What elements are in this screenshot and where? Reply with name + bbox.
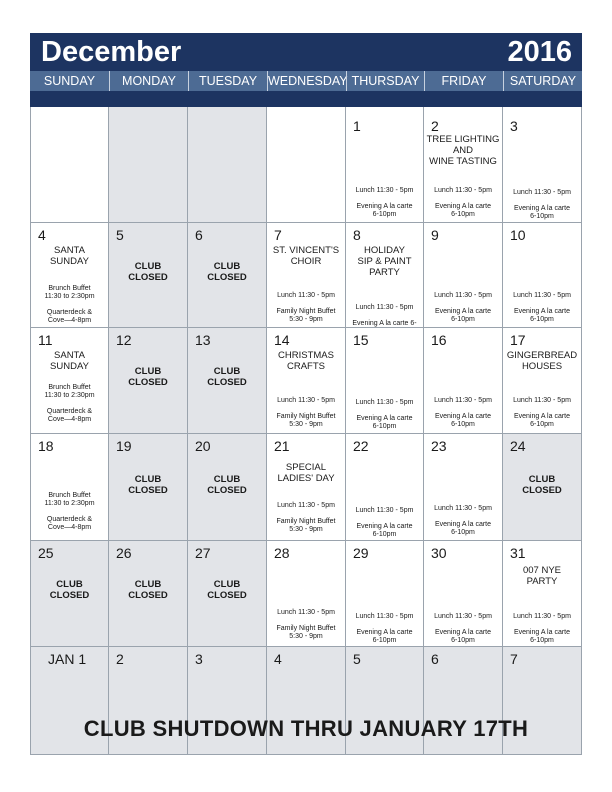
day-cell xyxy=(346,541,424,647)
dining-hours: Lunch 11:30 - 5pm Family Night Buffet 5:30 - 9pm xyxy=(276,292,336,323)
club-closed-label: CLUB CLOSED xyxy=(522,474,562,496)
day-cell xyxy=(503,223,582,328)
day-number: 30 xyxy=(431,545,447,561)
club-closed-label: CLUB CLOSED xyxy=(128,261,168,283)
day-number: 4 xyxy=(38,227,46,243)
day-cell xyxy=(503,107,582,223)
day-cell xyxy=(109,107,188,223)
weekday-monday: MONDAY xyxy=(109,71,188,91)
dining-hours: Lunch 11:30 - 5pm Evening A la carte 6-10pm xyxy=(434,505,492,536)
shutdown-banner: CLUB SHUTDOWN THRU JANUARY 17TH xyxy=(83,716,529,741)
day-cell xyxy=(503,434,582,541)
day-number: 31 xyxy=(510,545,526,561)
day-cell xyxy=(346,223,424,328)
day-cell xyxy=(109,434,188,541)
day-number: 24 xyxy=(510,438,526,454)
year-title: 2016 xyxy=(507,36,572,68)
day-cell xyxy=(30,541,109,647)
weekday-tuesday: TUESDAY xyxy=(188,71,267,91)
calendar-header xyxy=(30,33,582,71)
dining-hours: Lunch 11:30 - 5pm Evening A la carte 6-10pm xyxy=(434,397,492,428)
day-number: 10 xyxy=(510,227,526,243)
dining-hours: Lunch 11:30 - 5pm Evening A la carte 6-10pm xyxy=(513,189,571,220)
dining-hours: Lunch 11:30 - 5pm Evening A la carte 6-10pm xyxy=(434,292,492,323)
day-number: 6 xyxy=(195,227,203,243)
day-number: 11 xyxy=(38,332,53,348)
day-cell xyxy=(267,107,346,223)
day-cell xyxy=(109,328,188,434)
day-number: 29 xyxy=(353,545,369,561)
day-number: 13 xyxy=(195,332,211,348)
day-cell xyxy=(424,434,503,541)
day-number: 2 xyxy=(116,651,124,667)
dining-hours: Lunch 11:30 - 5pm Evening A la carte 6-10pm xyxy=(355,187,414,218)
dining-hours: Lunch 11:30 - 5pm Evening A la carte 6-10pm xyxy=(434,187,492,218)
day-number: 3 xyxy=(195,651,203,667)
day-number: 14 xyxy=(274,332,290,348)
day-number: 26 xyxy=(116,545,132,561)
dining-hours: Lunch 11:30 - 5pm Family Night Buffet 5:30 - 9pm xyxy=(276,609,336,640)
day-grid xyxy=(30,107,582,755)
weekday-wednesday: WEDNESDAY xyxy=(267,71,346,91)
club-closed-label: CLUB CLOSED xyxy=(207,579,247,601)
weekday-friday: FRIDAY xyxy=(424,71,503,91)
event-title: ST. VINCENT'S CHOIR xyxy=(272,245,340,267)
day-cell xyxy=(188,434,267,541)
day-cell xyxy=(30,107,109,223)
event-title: SANTA SUNDAY xyxy=(50,350,89,372)
day-number: 28 xyxy=(274,545,290,561)
dining-hours: Brunch Buffet 11:30 to 2:30pm Quarterdeck & Cove—4-8pm xyxy=(44,285,95,324)
dining-hours: Lunch 11:30 - 5pm Evening A la carte 6-10pm xyxy=(434,613,492,644)
dining-hours: Lunch 11:30 - 5pm Evening A la carte 6-10pm xyxy=(355,613,414,644)
day-cell xyxy=(30,328,109,434)
event-title: GINGERBREAD HOUSES xyxy=(506,350,578,372)
day-number: 23 xyxy=(431,438,447,454)
day-number: 3 xyxy=(510,118,518,134)
day-cell xyxy=(267,223,346,328)
day-cell xyxy=(109,223,188,328)
day-cell xyxy=(30,223,109,328)
day-cell xyxy=(424,328,503,434)
club-closed-label: CLUB CLOSED xyxy=(207,474,247,496)
club-closed-label: CLUB CLOSED xyxy=(128,474,168,496)
day-cell xyxy=(346,434,424,541)
day-cell xyxy=(188,223,267,328)
dining-hours: Lunch 11:30 - 5pm Evening A la carte 6- xyxy=(352,304,417,327)
dining-hours: Brunch Buffet 11:30 to 2:30pm Quarterdeck & Cove—4-8pm xyxy=(44,492,95,531)
day-cell xyxy=(346,107,424,223)
weekday-sunday: SUNDAY xyxy=(43,74,96,88)
day-number: 6 xyxy=(431,651,439,667)
weekday-saturday: SATURDAY xyxy=(503,71,582,91)
day-cell xyxy=(424,223,503,328)
day-number: 15 xyxy=(353,332,369,348)
day-number: JAN 1 xyxy=(48,651,87,667)
day-number: 1 xyxy=(353,118,361,134)
month-title: December xyxy=(41,36,182,68)
day-cell xyxy=(346,328,424,434)
day-cell xyxy=(503,541,582,647)
event-title: SPECIAL LADIES' DAY xyxy=(277,462,335,484)
event-title: CHRISTMAS CRAFTS xyxy=(278,350,334,372)
day-number: 5 xyxy=(353,651,361,667)
day-cell xyxy=(424,541,503,647)
weekday-thursday: THURSDAY xyxy=(346,71,424,91)
day-number: 17 xyxy=(510,332,526,348)
day-cell xyxy=(188,541,267,647)
day-number: 8 xyxy=(353,227,361,243)
event-title: HOLIDAY SIP & PAINT PARTY xyxy=(357,245,412,278)
dining-hours: Brunch Buffet 11:30 to 2:30pm Quarterdeck & Cove—4-8pm xyxy=(44,384,95,423)
dining-hours: Lunch 11:30 - 5pm Evening A la carte 6-10pm xyxy=(355,507,414,538)
day-cell xyxy=(188,328,267,434)
dining-hours: Lunch 11:30 - 5pm Evening A la carte 6-10pm xyxy=(355,399,414,430)
day-number: 5 xyxy=(116,227,124,243)
event-title: TREE LIGHTING AND WINE TASTING xyxy=(426,134,500,167)
day-number: 16 xyxy=(431,332,447,348)
weekday-header-row xyxy=(30,71,582,91)
club-closed-label: CLUB CLOSED xyxy=(128,366,168,388)
club-closed-label: CLUB CLOSED xyxy=(128,579,168,601)
day-number: 18 xyxy=(38,438,54,454)
club-closed-label: CLUB CLOSED xyxy=(207,366,247,388)
calendar xyxy=(30,33,582,755)
day-cell xyxy=(267,434,346,541)
day-number: 7 xyxy=(274,227,282,243)
day-number: 2 xyxy=(431,118,439,134)
day-number: 22 xyxy=(353,438,369,454)
day-cell xyxy=(109,541,188,647)
club-closed-label: CLUB CLOSED xyxy=(207,261,247,283)
event-title: 007 NYE PARTY xyxy=(522,565,562,587)
day-cell xyxy=(424,107,503,223)
day-number: 19 xyxy=(116,438,132,454)
day-number: 20 xyxy=(195,438,211,454)
day-number: 7 xyxy=(510,651,518,667)
day-number: 12 xyxy=(116,332,132,348)
club-closed-label: CLUB CLOSED xyxy=(49,579,90,601)
day-number: 21 xyxy=(274,438,290,454)
dining-hours: Lunch 11:30 - 5pm Evening A la carte 6-10pm xyxy=(513,613,571,644)
day-number: 4 xyxy=(274,651,282,667)
day-number: 25 xyxy=(38,545,54,561)
header-divider-band xyxy=(30,91,582,107)
day-cell xyxy=(503,328,582,434)
day-number: 9 xyxy=(431,227,439,243)
day-number: 27 xyxy=(195,545,211,561)
dining-hours: Lunch 11:30 - 5pm Family Night Buffet 5:30 - 9pm xyxy=(276,397,336,428)
dining-hours: Lunch 11:30 - 5pm Evening A la carte 6-10pm xyxy=(513,397,571,428)
day-cell xyxy=(267,541,346,647)
dining-hours: Lunch 11:30 - 5pm Family Night Buffet 5:30 - 9pm xyxy=(276,502,336,533)
day-cell xyxy=(188,107,267,223)
day-cell xyxy=(30,434,109,541)
dining-hours: Lunch 11:30 - 5pm Evening A la carte 6-10pm xyxy=(513,292,571,323)
day-cell xyxy=(267,328,346,434)
event-title: SANTA SUNDAY xyxy=(50,245,89,267)
